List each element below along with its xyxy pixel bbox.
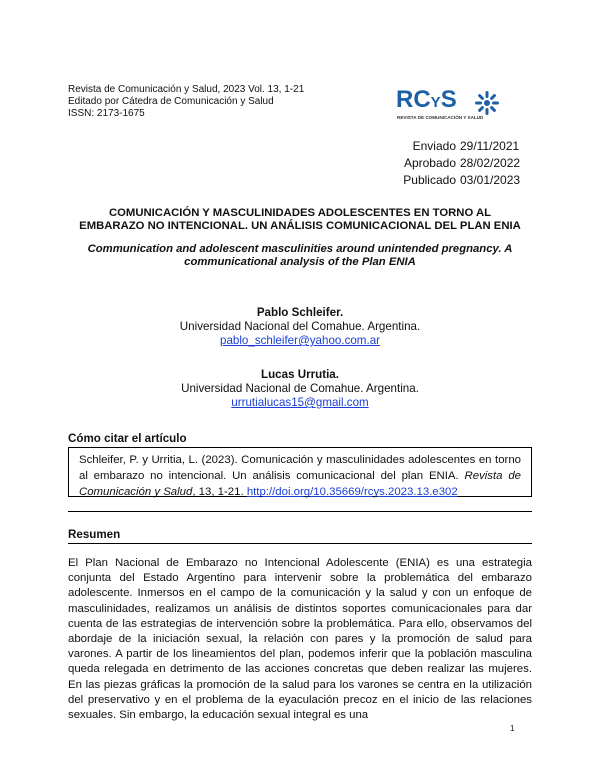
journal-line: Revista de Comunicación y Salud, 2023 Vol. 13, 1-21 <box>68 84 305 95</box>
title-english: Communication and adolescent masculinities around unintended pregnancy. A communicational analysis of the Plan ENIA <box>87 243 513 268</box>
author-block <box>68 306 532 348</box>
author-affiliation: Universidad Nacional de Comahue. Argentina. <box>181 382 419 395</box>
date-row-approved: Aprobado 28/02/2022 <box>403 156 521 170</box>
logo-subtitle: REVISTA DE COMUNICACIÓN Y SALUD <box>397 115 484 120</box>
title-spanish: COMUNICACIÓN Y MASCULINIDADES ADOLESCENTES EN TORNO AL EMBARAZO NO INTENCIONAL. UN ANÁLISIS COMUNICACIONAL DEL PLAN ENIA <box>79 207 521 232</box>
citation-box: Schleifer, P. y Urritia, L. (2023). Comunicación y masculinidades adolescentes en torno al embarazo no intencional. Un análisis comunicacional del plan ENIA. Revista de Comunicación y Salud, 13, 1-21. http://doi.org/10.35669/rcys.2023.13.e302 <box>68 447 532 497</box>
abstract-text: El Plan Nacional de Embarazo no Intencional Adolescente (ENIA) es una estrategia conjunta del Estado Argentino para intervenir sobre la problemática del embarazo adolescente. Inmersos en el campo de la comunicación y la salud y con un enfoque de masculinidades, realizamos un análisis de distintos soportes comunicacionales para dar cuenta de las estrategias de intervención sobre la problemática. Para ello, observamos del abordaje de la iniciación sexual, la relación con pares y la promoción de salud para varones. A partir de los lineamientos del plan, podemos inferir que la población masculina queda relegada en detrimento de las acciones concretas que deben realizar las mujeres. En las piezas gráficas la promoción de la salud para los varones se centra en la utilización del preservativo y en el problema de la eyaculación precoz en el inicio de las relaciones sexuales. Sin embargo, la educación sexual integral es una <box>68 557 532 722</box>
author-block <box>68 368 532 410</box>
rcys-logo <box>396 86 506 126</box>
section-divider <box>68 543 532 544</box>
citation-heading: Cómo citar el artículo <box>68 432 187 445</box>
logo-wordmark: RCYS <box>396 86 457 113</box>
abstract-heading: Resumen <box>68 528 121 541</box>
date-row-published: Publicado 03/01/2023 <box>403 173 521 187</box>
issn-line: ISSN: 2173-1675 <box>68 108 145 119</box>
doi-link[interactable]: http://doi.org/10.35669/rcys.2023.13.e302 <box>246 486 458 498</box>
journal-header <box>68 84 304 120</box>
author-email-link[interactable]: urrutialucas15@gmail.com <box>231 396 369 409</box>
date-row-sent: Enviado 29/11/2021 <box>412 139 520 153</box>
author-name: Pablo Schleifer. <box>256 306 344 319</box>
section-divider <box>68 511 532 512</box>
editor-line: Editado por Cátedra de Comunicación y Salud <box>68 96 274 107</box>
asterisk-logo-icon <box>474 90 500 116</box>
author-affiliation: Universidad Nacional del Comahue. Argentina. <box>179 320 421 333</box>
submission-dates <box>380 138 532 189</box>
page-number: 1 <box>510 724 515 733</box>
author-name: Lucas Urrutia. <box>261 368 339 381</box>
author-email-link[interactable]: pablo_schleifer@yahoo.com.ar <box>220 334 380 347</box>
